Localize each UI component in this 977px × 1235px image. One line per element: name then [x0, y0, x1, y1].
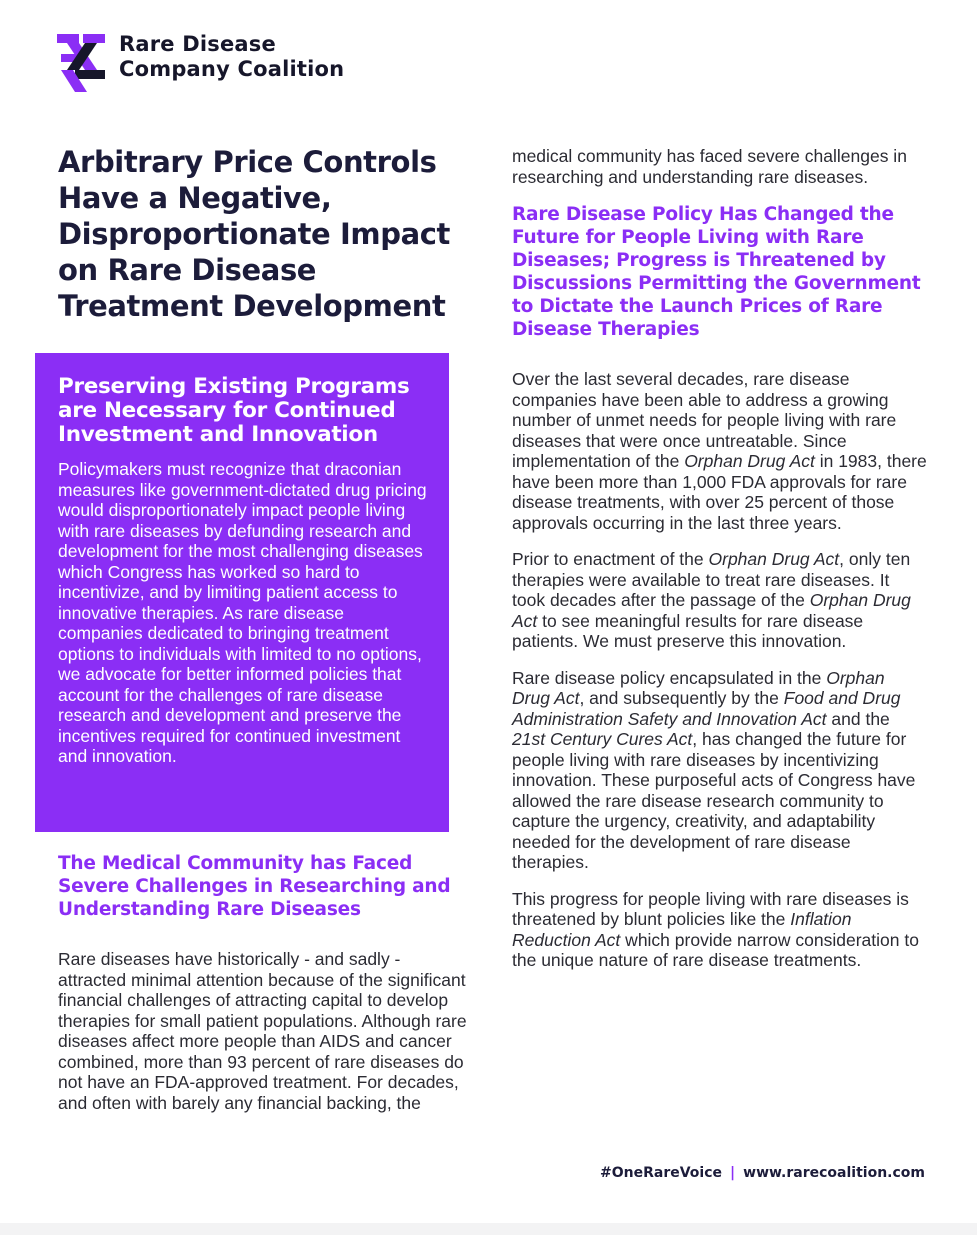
callout-heading: Preserving Existing Programs are Necessary for Continued Investment and Innovation: [58, 374, 410, 447]
section2-paragraph-3: Rare disease policy encapsulated in the Orphan Drug Act, and subsequently by the Food and Drug Administration Safety and Innovation Act and the 21st Century Cures Act, has changed the future for people living with rare diseases by incentivizing innovation. These purposeful acts of Congress have allowed the rare disease research community to capture the urgency, creativity, and adaptability needed for the development of rare disease therapies.: [512, 667, 916, 872]
rdcc-logo-mark-icon: [57, 30, 105, 92]
act-name: Inflation Reduction Act: [512, 909, 852, 950]
logo: [57, 30, 344, 92]
section2-heading: Rare Disease Policy Has Changed the Future for People Living with Rare Diseases; Progress is Threatened by Discussions Permitting the Government to Dictate the Launch Prices of Rare Disease Therapies: [512, 204, 921, 340]
footer-hashtag: #OneRareVoice: [600, 1165, 723, 1181]
logo-line-1: Rare Disease: [119, 32, 276, 56]
section1-paragraph-continued: medical community has faced severe challenges in researching and understanding rare diseases.: [512, 146, 907, 187]
act-name: Orphan Drug Act: [684, 451, 815, 471]
page-title: Arbitrary Price Controls Have a Negative, Disproportionate Impact on Rare Disease Treatment Development: [58, 145, 450, 323]
footer-url-link[interactable]: www.rarecoalition.com: [743, 1165, 925, 1181]
logo-wordmark: [119, 32, 344, 82]
left-column: [58, 852, 468, 1113]
section2-paragraph-4: This progress for people living with rare diseases is threatened by blunt policies like the Inflation Reduction Act which provide narrow consideration to the unique nature of rare disease treatments.: [512, 888, 919, 970]
page-bottom-edge: [0, 1223, 977, 1235]
act-name: 21st Century Cures Act: [512, 729, 693, 749]
section1-paragraph: Rare diseases have historically - and sadly - attracted minimal attention because of the significant financial challenges of attracting capital to develop therapies for small patient populations. Although rare diseases affect more people than AIDS and cancer combined, more than 93 percent of rare diseases do not have an FDA-approved treatment. For decades, and often with barely any financial backing, the: [58, 949, 467, 1113]
footer: [600, 1165, 925, 1181]
section2-paragraph-2: Prior to enactment of the Orphan Drug Act, only ten therapies were available to treat rare diseases. It took decades after the passage of the Orphan Drug Act to see meaningful results for rare disease patients. We must preserve this innovation.: [512, 549, 911, 651]
callout-box: [35, 353, 449, 832]
act-name: Orphan Drug Act: [708, 549, 840, 569]
section2-paragraph-1: Over the last several decades, rare disease companies have been able to address a growing number of unmet needs for people living with rare diseases that were once untreatable. Since implementation of the Orphan Drug Act in 1983, there have been more than 1,000 FDA approvals for rare disease treatments, with over 25 percent of those approvals occurring in the last three years.: [512, 369, 927, 533]
section1-heading: The Medical Community has Faced Severe Challenges in Researching and Understanding Rare Diseases: [58, 853, 451, 920]
act-name: Orphan Drug Act: [512, 667, 885, 708]
act-name: Food and Drug Administration Safety and Innovation Act: [512, 688, 901, 729]
act-name: Orphan Drug Act: [512, 590, 911, 631]
footer-separator: |: [730, 1165, 736, 1181]
right-column: [512, 146, 927, 971]
callout-body: Policymakers must recognize that draconian measures like government-dictated drug pricing would disproportionately impact people living with rare diseases by defunding research and development for the most challenging diseases which Congress has worked so hard to incentivize, and by limiting patient access to innovative therapies. As rare disease companies dedicated to bringing treatment options to individuals with limited to no options, we advocate for better informed policies that account for the challenges of rare disease research and development and preserve the incentives required for continued investment and innovation.: [58, 459, 427, 766]
logo-line-2: Company Coalition: [119, 57, 345, 81]
